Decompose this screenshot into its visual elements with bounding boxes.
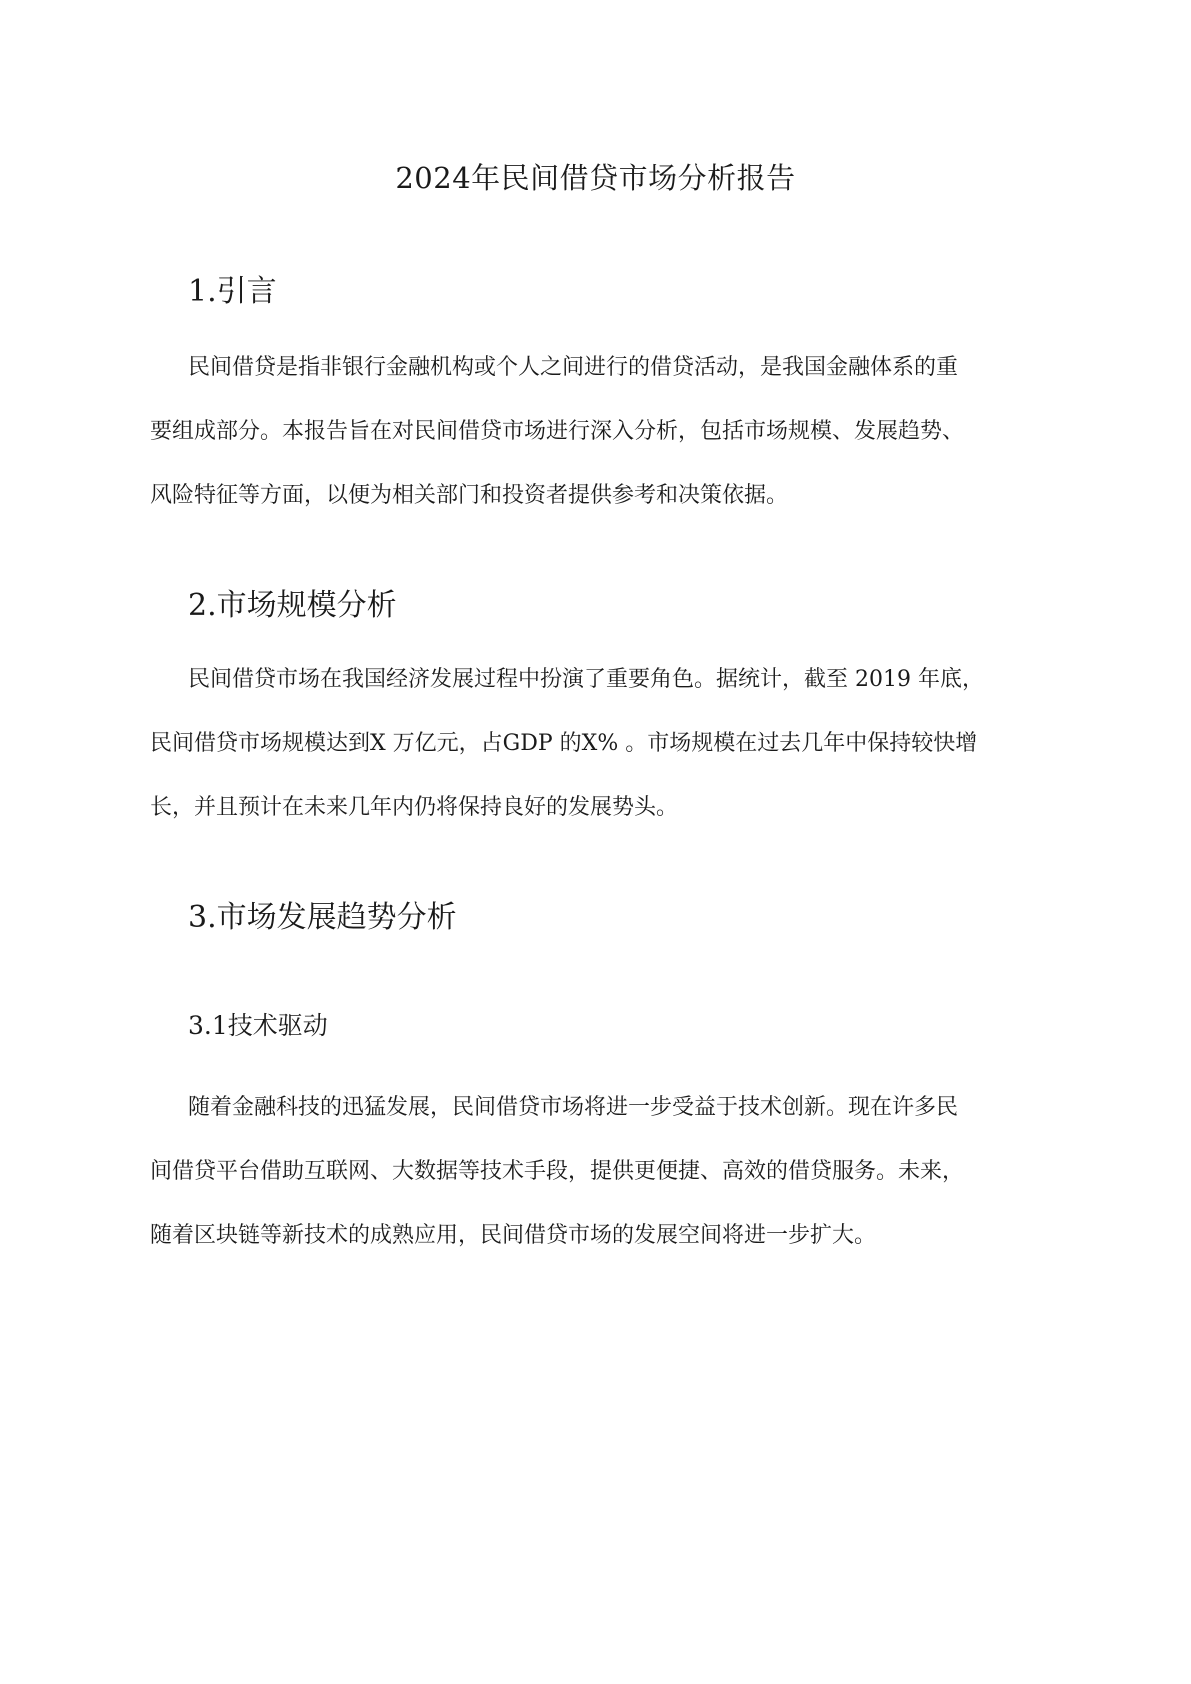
paragraph-line: 民间借贷市场规模达到X 万亿元，占GDP 的X% 。市场规模在过去几年中保持较快增 — [150, 731, 978, 756]
paragraph-market-size — [150, 660, 1070, 852]
paragraph-line: 要组成部分。本报告旨在对民间借贷市场进行深入分析，包括市场规模、发展趋势、 — [150, 419, 965, 444]
section-heading-introduction: 1.引言 — [188, 274, 277, 309]
section-heading-market-size: 2.市场规模分析 — [188, 588, 397, 623]
paragraph-line: 间借贷平台借助互联网、大数据等技术手段，提供更便捷、高效的借贷服务。未来， — [150, 1159, 965, 1184]
document-title: 2024年民间借贷市场分析报告 — [395, 161, 796, 195]
section-heading-market-trends: 3.市场发展趋势分析 — [188, 900, 457, 935]
paragraph-line: 随着金融科技的迅猛发展，民间借贷市场将进一步受益于技术创新。现在许多民 — [188, 1095, 959, 1120]
paragraph-line: 风险特征等方面，以便为相关部门和投资者提供参考和决策依据。 — [150, 483, 789, 508]
paragraph-line: 民间借贷是指非银行金融机构或个人之间进行的借贷活动，是我国金融体系的重 — [188, 355, 959, 380]
paragraph-technology — [150, 1088, 1070, 1280]
paragraph-line: 随着区块链等新技术的成熟应用，民间借贷市场的发展空间将进一步扩大。 — [150, 1223, 877, 1248]
paragraph-line: 民间借贷市场在我国经济发展过程中扮演了重要角色。据统计，截至 2019 年底， — [188, 667, 984, 692]
subsection-heading-technology: 3.1技术驱动 — [188, 1011, 328, 1040]
paragraph-introduction — [150, 348, 1070, 540]
paragraph-line: 长，并且预计在未来几年内仍将保持良好的发展势头。 — [150, 795, 679, 820]
